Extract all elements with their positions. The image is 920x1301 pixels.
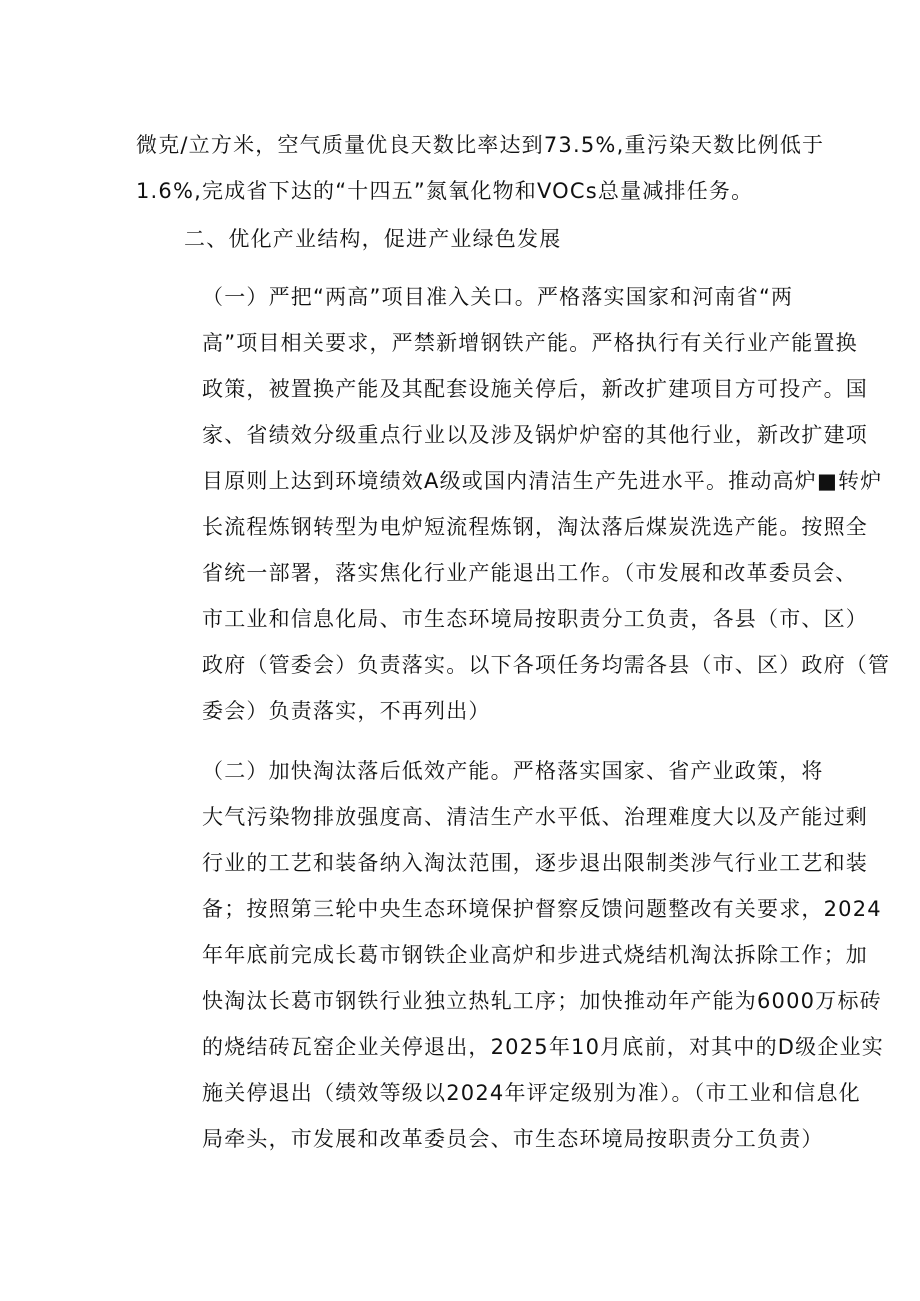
text-line: 大气污染物排放强度高、清洁生产水平低、治理难度大以及产能过剩 [202, 805, 868, 829]
text-line: 省统一部署，落实焦化行业产能退出工作。（市发展和改革委员会、 [202, 561, 858, 585]
text-line: 目原则上达到环境绩效A级或国内清洁生产先进水平。推动高炉■转炉 [202, 469, 883, 493]
text-line: 高”项目相关要求，严禁新增钢铁产能。严格执行有关行业产能置换 [202, 331, 858, 355]
section-heading: 二、优化产业结构，促进产业绿色发展 [184, 227, 562, 251]
text-line: 委会）负责落实，不再列出） [202, 699, 491, 723]
text-line: 政策，被置换产能及其配套设施关停后，新改扩建项目方可投产。国 [202, 377, 868, 401]
text-line: 施关停退出（绩效等级以2024年评定级别为准）。（市工业和信息化 [202, 1081, 861, 1105]
text-line: 快淘汰长葛市钢铁行业独立热轧工序；加快推动年产能为6000万标砖 [202, 989, 882, 1013]
text-line: 微克/立方米，空气质量优良天数比率达到73.5%,重污染天数比例低于 [136, 133, 825, 157]
text-line: 行业的工艺和装备纳入淘汰范围，逐步退出限制类涉气行业工艺和装 [202, 851, 868, 875]
paragraph-two [136, 748, 884, 1162]
text-line: 备；按照第三轮中央生态环境保护督察反馈问题整改有关要求，2024 [202, 897, 882, 921]
text-line: 局牵头，市发展和改革委员会、市生态环境局按职责分工负责） [202, 1127, 824, 1151]
text-line: 政府（管委会）负责落实。以下各项任务均需各县（市、区）政府（管 [202, 653, 891, 677]
paragraph-one [136, 274, 891, 734]
text-line: （二）加快淘汰落后低效产能。严格落实国家、省产业政策，将 [202, 759, 824, 783]
text-line: 年年底前完成长葛市钢铁企业高炉和步进式烧结机淘汰拆除工作；加 [202, 943, 868, 967]
text-line: 的烧结砖瓦窑企业关停退出，2025年10月底前，对其中的D级企业实 [202, 1035, 884, 1059]
text-line: 1.6%,完成省下达的“十四五”氮氧化物和VOCs总量减排任务。 [136, 179, 754, 203]
text-line: （一）严把“两高”项目准入关口。严格落实国家和河南省“两 [202, 285, 794, 309]
text-line: 家、省绩效分级重点行业以及涉及锅炉炉窑的其他行业，新改扩建项 [202, 423, 868, 447]
text-line: 长流程炼钢转型为电炉短流程炼钢，淘汰落后煤炭洗选产能。按照全 [202, 515, 868, 539]
intro-paragraph [136, 122, 825, 214]
text-line: 市工业和信息化局、市生态环境局按职责分工负责，各县（市、区） [202, 607, 868, 631]
